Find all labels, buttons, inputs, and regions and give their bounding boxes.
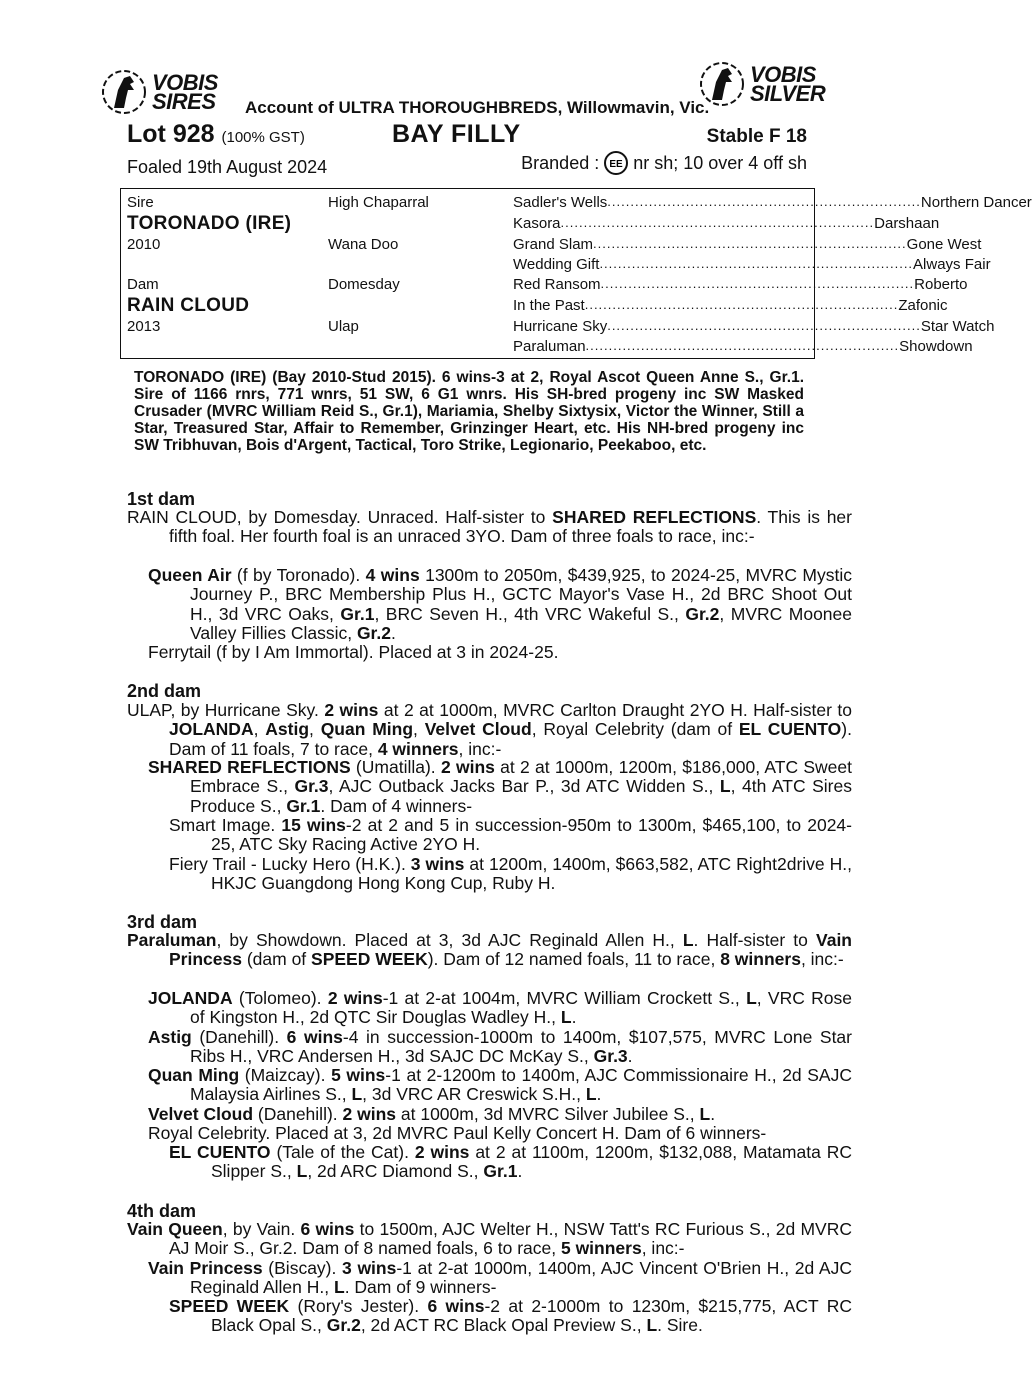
dam-heading: 2nd dam: [127, 681, 202, 701]
pedigree-paragraph: Astig (Danehill). 6 wins-4 in succession-1000m to 1400m, $107,575, MVRC Lone Star Ribs H., VRC Andersen H., 3d SAJC DC McKay S., Gr.3.: [148, 1027, 852, 1067]
pedigree-paragraph: SHARED REFLECTIONS (Umatilla). 2 wins at 2 at 1000m, 1200m, $186,000, ATC Sweet Embrace S., Gr.3, AJC Outback Jacks Bar P., 3d ATC Widden S., L, 4th ATC Sires Produce S., Gr.1. Dam of 4 winners-: [148, 757, 853, 816]
g3-sire: Roberto: [914, 276, 968, 293]
pedigree-paragraph: JOLANDA (Tolomeo). 2 wins-1 at 2-at 1004m, MVRC William Crockett S., L, VRC Rose of Kingston H., 2d QTC Sir Douglas Wadley H., L.: [148, 988, 852, 1028]
leader-dots: ....................................................................: [599, 256, 914, 271]
brand-mark-icon: [603, 150, 629, 176]
pedigree-paragraph: RAIN CLOUD, by Domesday. Unraced. Half-sister to SHARED REFLECTIONS. This is her fifth foal. Her fourth foal is an unraced 3YO. Dam of three foals to race, inc:-: [127, 507, 852, 547]
branded-label: Branded :: [521, 152, 600, 173]
leader-dots: ....................................................................: [600, 276, 915, 291]
g3-sire: Zafonic: [898, 297, 948, 314]
pedigree-row: [513, 236, 982, 253]
sire-summary: TORONADO (IRE) (Bay 2010-Stud 2015). 6 wins-3 at 2, Royal Ascot Queen Anne S., Gr.1. Sire of 1166 rnrs, 771 wnrs, 51 SW, 6 G1 wnrs. His SH-bred progeny inc SW Masked Crusader (MVRC William Reid S., Gr.1), Mariamia, Shelby Sixtysix, Victor the Winner, Still a Star, Treasured Star, Affair to Remember, Grinzinger Heart, etc. His NH-bred progeny inc SW Tribhuvan, Bois d'Argent, Tactical, Toro Strike, Legionario, Peekaboo, etc.: [134, 369, 804, 454]
dam-heading: 3rd dam: [127, 912, 198, 932]
dam-label: Dam: [127, 276, 159, 293]
sire-sire: High Chaparral: [328, 194, 429, 211]
pedigree-paragraph: EL CUENTO (Tale of the Cat). 2 wins at 2 at 1100m, 1200m, $132,088, Matamata RC Slipper S., L, 2d ARC Diamond S., Gr.1.: [169, 1142, 852, 1182]
sire-label: Sire: [127, 194, 154, 211]
vobis-sires-logo: [100, 68, 218, 116]
account-line: Account of ULTRA THOROUGHBREDS, Willowmavin, Vic.: [245, 98, 710, 117]
g3-horse: In the Past: [513, 297, 585, 314]
pedigree-paragraph: SPEED WEEK (Rory's Jester). 6 wins-2 at 2-1000m to 1230m, $215,775, ACT RC Black Opal S., Gr.2, 2d ACT RC Black Opal Preview S., L. Sire.: [169, 1296, 852, 1336]
pedigree-row: [513, 256, 991, 273]
logo-word-1: VOBIS: [152, 70, 218, 95]
dam-sire: Domesday: [328, 276, 400, 293]
dam-heading: 1st dam: [127, 489, 196, 509]
pedigree-row: [513, 276, 968, 293]
pedigree-row: [513, 318, 995, 335]
g3-horse: Red Ransom: [513, 276, 601, 293]
pedigree-row: [513, 338, 973, 355]
sire-dam: Wana Doo: [328, 236, 399, 253]
pedigree-paragraph: Vain Queen, by Vain. 6 wins to 1500m, AJC Welter H., NSW Tatt's RC Furious S., 2d MVRC AJ Moir S., Gr.2. Dam of 8 named foals, 6 to race, 5 winners, inc:-: [127, 1219, 853, 1259]
g3-sire: Gone West: [906, 236, 982, 253]
pedigree-row: [513, 297, 948, 314]
g3-horse: Wedding Gift: [513, 256, 600, 273]
pedigree-paragraph: Vain Princess (Biscay). 3 wins-1 at 2-at 1000m, 1400m, AJC Vincent O'Brien H., 2d AJC Reginald Allen H., L. Dam of 9 winners-: [148, 1258, 852, 1298]
foaled-date: Foaled 19th August 2024: [127, 157, 328, 177]
g3-horse: Grand Slam: [513, 236, 594, 253]
g3-sire: Showdown: [899, 338, 973, 355]
dam-name: RAIN CLOUD: [127, 295, 250, 316]
leader-dots: ....................................................................: [560, 215, 875, 230]
logo-word-1: VOBIS: [750, 62, 816, 87]
pedigree-paragraph: Ferrytail (f by I Am Immortal). Placed at 3 in 2024-25.: [148, 642, 559, 662]
pedigree-paragraph: ULAP, by Hurricane Sky. 2 wins at 2 at 1000m, MVRC Carlton Draught 2YO H. Half-sister to JOLANDA, Astig, Quan Ming, Velvet Cloud, Royal Celebrity (dam of EL CUENTO). Dam of 11 foals, 7 to race, 4 winners, inc:-: [127, 700, 853, 759]
stable-number: Stable F 18: [706, 126, 807, 147]
sire-name: TORONADO (IRE): [127, 213, 292, 234]
pedigree-paragraph: Smart Image. 15 wins-2 at 2 and 5 in succession-950m to 1300m, $465,100, to 2024-25, ATC Sky Racing Active 2YO H.: [169, 815, 852, 855]
leader-dots: ....................................................................: [585, 338, 900, 353]
dam-heading: 4th dam: [127, 1201, 197, 1221]
g3-sire: Darshaan: [874, 215, 940, 232]
leader-dots: ....................................................................: [593, 236, 907, 251]
svg-text:EE: EE: [609, 159, 623, 170]
lot-label: Lot 928: [127, 120, 215, 148]
leader-dots: ....................................................................: [607, 194, 921, 209]
g3-horse: Paraluman: [513, 338, 586, 355]
logo-word-2: SIRES: [152, 89, 216, 114]
horse-head-icon: [100, 68, 148, 116]
g3-sire: Always Fair: [913, 256, 991, 273]
pedigree-row: [513, 194, 1032, 211]
pedigree-paragraph: Paraluman, by Showdown. Placed at 3, 3d AJC Reginald Allen H., L. Half-sister to Vain Princess (dam of SPEED WEEK). Dam of 12 named foals, 11 to race, 8 winners, inc:-: [127, 930, 852, 970]
lot-number: [127, 120, 305, 149]
pedigree-paragraph: Fiery Trail - Lucky Hero (H.K.). 3 wins at 1200m, 1400m, $663,582, ATC Right2drive H., HKJC Guangdong Hong Kong Cup, Ruby H.: [169, 854, 852, 894]
leader-dots: ....................................................................: [607, 318, 921, 333]
gst-note: (100% GST): [221, 129, 305, 146]
sire-year: 2010: [127, 236, 161, 253]
g3-horse: Kasora: [513, 215, 561, 232]
pedigree-paragraph: Queen Air (f by Toronado). 4 wins 1300m to 2050m, $439,925, to 2024-25, MVRC Mystic Journey P., BRC Membership Plus H., GCTC Mayor's Vase H., 2d BRC Shoot Out H., 3d VRC Oaks, Gr.1, BRC Seven H., 4th VRC Wakeful S., Gr.2, MVRC Moonee Valley Fillies Classic, Gr.2.: [148, 565, 852, 644]
branded-info: [521, 150, 807, 176]
leader-dots: ....................................................................: [584, 297, 899, 312]
pedigree-paragraph: Quan Ming (Maizcay). 5 wins-1 at 2-1200m to 1400m, AJC Commissionaire H., 2d SAJC Malaysia Airlines S., L, 3d VRC AR Creswick S.H., L.: [148, 1065, 852, 1105]
branded-text: nr sh; 10 over 4 off sh: [633, 152, 807, 173]
pedigree-row: [513, 215, 940, 232]
pedigree-paragraph: Royal Celebrity. Placed at 3, 2d MVRC Paul Kelly Concert H. Dam of 6 winners-: [148, 1123, 767, 1143]
horse-description: BAY FILLY: [392, 120, 521, 148]
dam-year: 2013: [127, 318, 161, 335]
pedigree-paragraph: Velvet Cloud (Danehill). 2 wins at 1000m, 3d MVRC Silver Jubilee S., L.: [148, 1104, 716, 1124]
g3-horse: Sadler's Wells: [513, 194, 608, 211]
g3-sire: Northern Dancer: [920, 194, 1032, 211]
g3-sire: Star Watch: [920, 318, 995, 335]
g3-horse: Hurricane Sky: [513, 318, 608, 335]
pedigree-table: [120, 188, 1032, 359]
logo-word-2: SILVER: [750, 81, 826, 106]
dam-dam: Ulap: [328, 318, 359, 335]
vobis-silver-logo: [698, 60, 825, 108]
